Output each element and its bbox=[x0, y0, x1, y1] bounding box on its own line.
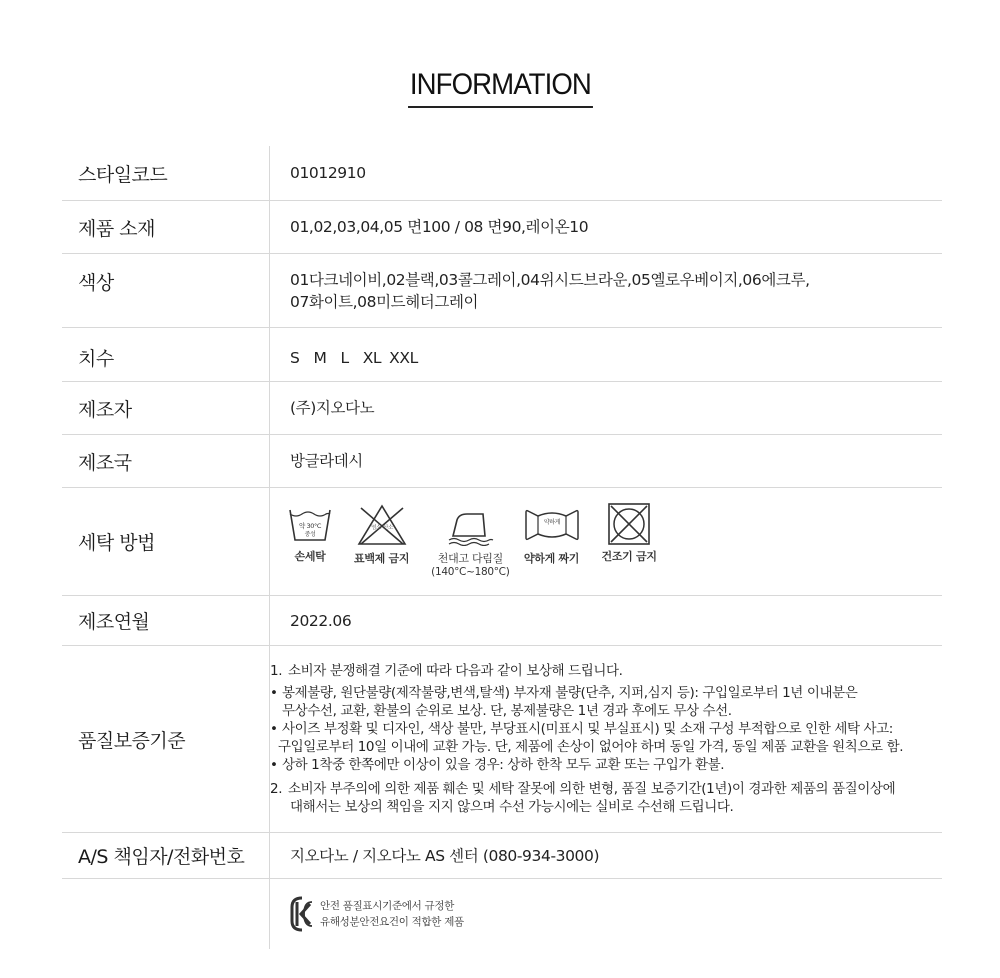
row-label: 세탁 방법 bbox=[62, 488, 270, 595]
quality-item-2 bbox=[270, 780, 903, 816]
bullet-text bbox=[282, 684, 857, 720]
row-label-empty bbox=[62, 879, 270, 949]
kc-text bbox=[320, 898, 464, 930]
row-value: 방글라데시 bbox=[290, 452, 363, 470]
no-bleach-text-1: 염소 bbox=[370, 525, 381, 531]
care-hand-wash bbox=[288, 504, 332, 564]
bullet-text: 상하 1착중 한쪽에만 이상이 있을 경우: 상하 한착 모두 교환 또는 구입가 환불. bbox=[282, 757, 725, 773]
care-no-bleach bbox=[354, 504, 409, 566]
kc-mark-icon bbox=[290, 896, 314, 932]
hand-wash-30c-icon bbox=[288, 504, 332, 544]
care-sub-label: (140°C~180°C) bbox=[431, 566, 510, 578]
care-label: 약하게 짜기 bbox=[523, 552, 580, 565]
page-title: INFORMATION bbox=[408, 66, 593, 108]
care-no-tumble bbox=[602, 502, 657, 564]
item-text bbox=[288, 780, 895, 816]
row-kc bbox=[62, 879, 942, 949]
bullet-mark: • bbox=[270, 685, 278, 701]
row-value: (주)지오다노 bbox=[290, 399, 375, 417]
size-list bbox=[270, 328, 942, 381]
row-label: 품질보증기준 bbox=[62, 646, 270, 832]
size-l: L bbox=[340, 348, 349, 367]
bullet-line: 봉제불량, 원단불량(제작불량,변색,탈색) 부자재 불량(단추, 지퍼,심지 등): 구입일로부터 1년 이내분은 bbox=[282, 685, 858, 701]
color-line-1: 01다크네이비,02블랙,03콜그레이,04위시드브라운,05옐로우베이지,06에크루, bbox=[290, 270, 810, 289]
row-value bbox=[270, 254, 942, 327]
quality-bullet-1 bbox=[270, 684, 903, 720]
bullet-mark: • bbox=[270, 757, 278, 773]
row-maker bbox=[62, 382, 942, 435]
gentle-wring-text: 약하게 bbox=[543, 519, 560, 526]
size-s: S bbox=[290, 348, 300, 367]
care-symbols bbox=[270, 488, 942, 595]
item-text: 소비자 분쟁해결 기준에 따라 다음과 같이 보상해 드립니다. bbox=[288, 663, 623, 679]
bullet-line: 사이즈 부정확 및 디자인, 색상 불만, 부당표시(미표시 및 부실표시) 및 소재 구성 부적합으로 인한 세탁 사고: bbox=[282, 721, 893, 737]
item-number: 1. bbox=[270, 663, 283, 679]
product-info-table bbox=[62, 146, 942, 949]
bullet-text bbox=[278, 720, 904, 756]
kc-certification bbox=[270, 879, 942, 949]
row-label: 제품 소재 bbox=[62, 201, 270, 253]
row-size bbox=[62, 328, 942, 382]
gentle-wring-icon bbox=[524, 508, 580, 542]
quality-guarantee-text bbox=[270, 646, 942, 832]
size-xxl: XXL bbox=[389, 348, 418, 367]
row-material bbox=[62, 201, 942, 254]
care-gentle-wring bbox=[524, 508, 580, 566]
bullet-line: 구입일로부터 10일 이내에 교환 가능. 단, 제품에 손상이 없어야 하며 동일 가격, 동일 제품 교환을 원칙으로 함. bbox=[278, 739, 904, 755]
row-value: 지오다노 / 지오다노 AS 센터 (080-934-3000) bbox=[290, 846, 600, 865]
care-iron bbox=[431, 506, 509, 579]
page-title-wrap bbox=[0, 66, 1000, 108]
row-label: 스타일코드 bbox=[62, 146, 270, 200]
no-bleach-icon bbox=[357, 504, 407, 546]
care-label: 손세탁 bbox=[294, 550, 326, 563]
row-color bbox=[62, 254, 942, 328]
row-value: 01012910 bbox=[290, 164, 366, 182]
kc-line-1: 안전 품질표시기준에서 규정한 bbox=[320, 900, 455, 912]
size-xl: XL bbox=[362, 348, 382, 367]
bullet-mark: • bbox=[270, 721, 278, 737]
quality-bullet-3 bbox=[270, 756, 903, 774]
row-style-code bbox=[62, 146, 942, 201]
row-date bbox=[62, 596, 942, 646]
row-value: 2022.06 bbox=[290, 611, 352, 630]
hand-wash-neutral-text: 중성 bbox=[304, 531, 316, 538]
care-label: 천대고 다림질 bbox=[437, 552, 503, 565]
color-list bbox=[290, 269, 810, 313]
row-label: 제조자 bbox=[62, 382, 270, 434]
quality-item-1 bbox=[270, 662, 903, 680]
no-tumble-dry-icon bbox=[607, 502, 651, 546]
row-label: 치수 bbox=[62, 328, 270, 381]
row-label: 제조연월 bbox=[62, 596, 270, 645]
no-bleach-text-2: 산소 bbox=[382, 525, 393, 531]
care-label: 건조기 금지 bbox=[601, 550, 657, 563]
item-line: 대해서는 보상의 책임을 지지 않으며 수선 가능시에는 실비로 수선해 드립니다. bbox=[290, 799, 734, 815]
iron-cloth-icon bbox=[445, 506, 495, 546]
row-country bbox=[62, 435, 942, 488]
row-label: 색상 bbox=[62, 254, 270, 327]
row-wash bbox=[62, 488, 942, 596]
item-line: 소비자 부주의에 의한 제품 훼손 및 세탁 잘못에 의한 변형, 품질 보증기간(1년)이 경과한 제품의 품질이상에 bbox=[288, 781, 896, 797]
row-as bbox=[62, 833, 942, 879]
item-number: 2. bbox=[270, 781, 283, 797]
row-quality bbox=[62, 646, 942, 833]
color-line-2: 07화이트,08미드헤더그레이 bbox=[290, 292, 479, 311]
size-m: M bbox=[313, 348, 327, 367]
row-label: 제조국 bbox=[62, 435, 270, 487]
kc-line-2: 유해성분안전요건이 적합한 제품 bbox=[320, 916, 464, 928]
care-label: 표백제 금지 bbox=[354, 552, 410, 565]
quality-bullet-2 bbox=[270, 720, 903, 756]
bullet-line: 무상수선, 교환, 환불의 순위로 보상. 단, 봉제불량은 1년 경과 후에도 무상 수선. bbox=[282, 703, 732, 719]
row-value: 01,02,03,04,05 면100 / 08 면90,레이온10 bbox=[290, 218, 589, 236]
row-label: A/S 책임자/전화번호 bbox=[62, 833, 270, 878]
hand-wash-temp-text: 약 30°C bbox=[298, 522, 322, 530]
